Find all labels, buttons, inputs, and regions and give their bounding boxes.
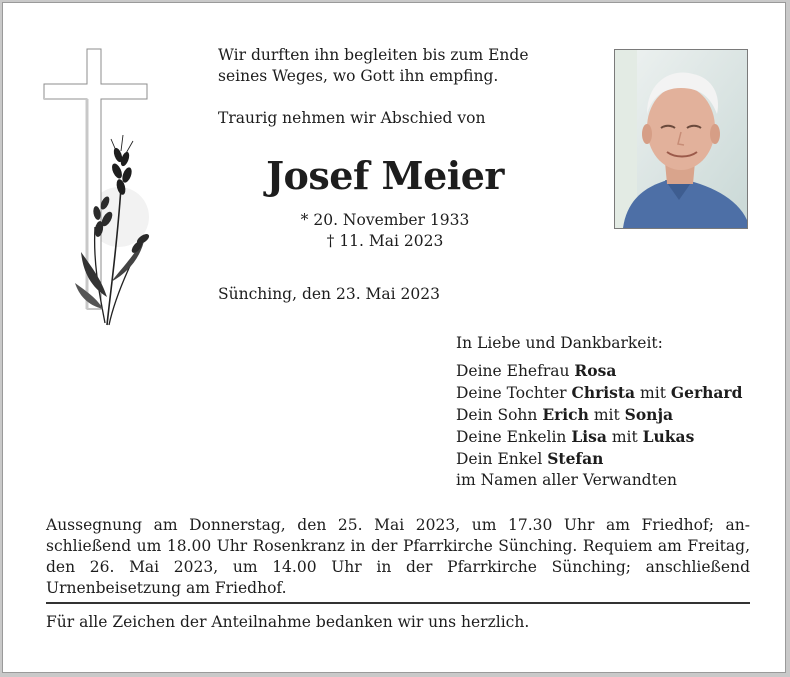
relation-label: Deine Ehefrau xyxy=(456,362,575,380)
connector-text: mit xyxy=(635,384,671,402)
intro-text: Traurig nehmen wir Abschied von xyxy=(218,109,486,127)
thanks-text: Für alle Zeichen der Anteilnahme bedanken wir uns herzlich. xyxy=(46,613,530,631)
place-and-date: Sünching, den 23. Mai 2023 xyxy=(218,285,440,303)
relative-name: Stefan xyxy=(547,449,604,468)
partner-name: Sonja xyxy=(624,405,674,424)
family-row xyxy=(456,360,742,382)
portrait-image xyxy=(615,50,747,228)
cross-with-wheat-icon xyxy=(41,47,159,329)
life-dates xyxy=(218,210,552,252)
poem-line-1: Wir durften ihn begleiten bis zum Ende xyxy=(218,46,529,64)
connector-text: mit xyxy=(588,406,625,424)
deceased-name: Josef Meier xyxy=(266,153,504,198)
family-row xyxy=(456,382,742,404)
relative-name: Rosa xyxy=(574,361,617,380)
relative-name: Lisa xyxy=(571,427,607,446)
birth-date: * 20. November 1933 xyxy=(300,211,470,229)
obituary-card xyxy=(2,2,786,673)
partner-name: Lukas xyxy=(642,427,695,446)
family-heading: In Liebe und Dankbarkeit: xyxy=(456,334,663,352)
family-row xyxy=(456,404,742,426)
family-list xyxy=(456,333,742,491)
relation-label: Dein Sohn xyxy=(456,406,543,424)
family-row xyxy=(456,448,742,470)
poem-line-2: seines Weges, wo Gott ihn empfing. xyxy=(218,67,499,85)
family-closing: im Namen aller Verwandten xyxy=(456,471,677,489)
connector-text: mit xyxy=(606,428,643,446)
partner-name: Gerhard xyxy=(670,383,743,402)
divider-line xyxy=(46,602,750,604)
relative-name: Christa xyxy=(571,383,636,402)
relation-label: Deine Tochter xyxy=(456,384,572,402)
poem-verse xyxy=(218,45,529,87)
portrait-photo xyxy=(614,49,748,229)
family-row xyxy=(456,426,742,448)
relation-label: Deine Enkelin xyxy=(456,428,572,446)
relative-name: Erich xyxy=(542,405,589,424)
death-date: † 11. Mai 2023 xyxy=(326,232,444,250)
service-details: Aussegnung am Donnerstag, den 25. Mai 2023, um 17.30 Uhr am Friedhof; anschließend um 18.00 Uhr Rosenkranz in der Pfarrkirche Sünching. Requiem am Freitag, den 26. Mai 2023, um 14.00 Uhr in der Pfarrkirche Sünching; anschließend Urnenbeisetzung am Friedhof. xyxy=(46,516,750,597)
relation-label: Dein Enkel xyxy=(456,450,548,468)
